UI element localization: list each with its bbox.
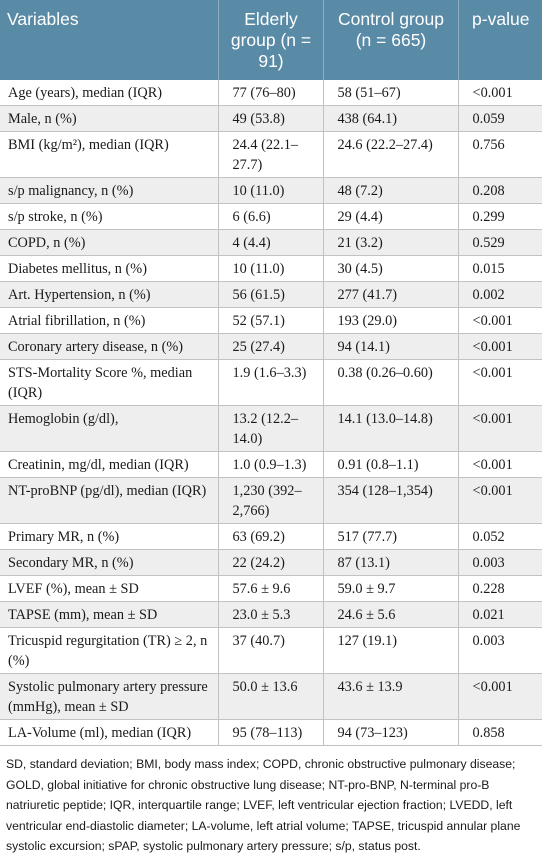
cell-control: 59.0 ± 9.7 — [323, 576, 458, 602]
table-row — [0, 256, 542, 282]
cell-control: 277 (41.7) — [323, 282, 458, 308]
cell-p-value: 0.858 — [458, 720, 542, 746]
cell-variable: LA-Volume (ml), median (IQR) — [0, 720, 218, 746]
cell-elderly: 1.9 (1.6–3.3) — [218, 360, 323, 406]
cell-control: 193 (29.0) — [323, 308, 458, 334]
cell-elderly: 6 (6.6) — [218, 204, 323, 230]
cell-p-value: 0.052 — [458, 524, 542, 550]
table-row — [0, 230, 542, 256]
table-row — [0, 308, 542, 334]
cell-control: 21 (3.2) — [323, 230, 458, 256]
cell-control: 48 (7.2) — [323, 178, 458, 204]
cell-elderly: 13.2 (12.2–14.0) — [218, 406, 323, 452]
header-control-group: Control group (n = 665) — [323, 0, 458, 80]
header-variables: Variables — [0, 0, 218, 80]
cell-elderly: 63 (69.2) — [218, 524, 323, 550]
cell-p-value: <0.001 — [458, 674, 542, 720]
cell-control: 438 (64.1) — [323, 106, 458, 132]
cell-p-value: <0.001 — [458, 308, 542, 334]
table-row — [0, 628, 542, 674]
cell-elderly: 77 (76–80) — [218, 80, 323, 106]
cell-control: 24.6 (22.2–27.4) — [323, 132, 458, 178]
table-row — [0, 106, 542, 132]
cell-elderly: 25 (27.4) — [218, 334, 323, 360]
cell-p-value: <0.001 — [458, 478, 542, 524]
cell-p-value: 0.021 — [458, 602, 542, 628]
cell-variable: Diabetes mellitus, n (%) — [0, 256, 218, 282]
table-row — [0, 602, 542, 628]
cell-elderly: 95 (78–113) — [218, 720, 323, 746]
header-elderly-group: Elderly group (n = 91) — [218, 0, 323, 80]
cell-variable: BMI (kg/m²), median (IQR) — [0, 132, 218, 178]
cell-elderly: 50.0 ± 13.6 — [218, 674, 323, 720]
table-row — [0, 524, 542, 550]
cell-p-value: 0.208 — [458, 178, 542, 204]
cell-variable: Coronary artery disease, n (%) — [0, 334, 218, 360]
cell-control: 43.6 ± 13.9 — [323, 674, 458, 720]
cell-variable: Primary MR, n (%) — [0, 524, 218, 550]
cell-control: 517 (77.7) — [323, 524, 458, 550]
table-row — [0, 720, 542, 746]
cell-control: 29 (4.4) — [323, 204, 458, 230]
cell-variable: Age (years), median (IQR) — [0, 80, 218, 106]
table-row — [0, 674, 542, 720]
cell-p-value: 0.529 — [458, 230, 542, 256]
cell-control: 94 (14.1) — [323, 334, 458, 360]
cell-p-value: <0.001 — [458, 334, 542, 360]
cell-variable: Male, n (%) — [0, 106, 218, 132]
cell-variable: Secondary MR, n (%) — [0, 550, 218, 576]
cell-elderly: 1.0 (0.9–1.3) — [218, 452, 323, 478]
header-p-value: p-value — [458, 0, 542, 80]
cell-control: 30 (4.5) — [323, 256, 458, 282]
cell-variable: STS-Mortality Score %, median (IQR) — [0, 360, 218, 406]
table-row — [0, 576, 542, 602]
cell-elderly: 57.6 ± 9.6 — [218, 576, 323, 602]
cell-elderly: 4 (4.4) — [218, 230, 323, 256]
cell-p-value: 0.003 — [458, 628, 542, 674]
table-footnote: SD, standard deviation; BMI, body mass index; COPD, chronic obstructive pulmonary disease; GOLD, global initiative for chronic obstructive lung disease; NT-pro-BNP, N-terminal pro-B natriuretic peptide; IQR, interquartile range; LVEF, left ventricular ejection fraction; LVEDD, left ventricular end-diastolic diameter; LA-volume, left atrial volume; TAPSE, tricuspid annular plane systolic excursion; sPAP, systolic pulmonary artery pressure; s/p, status post. — [6, 757, 521, 853]
cell-control: 14.1 (13.0–14.8) — [323, 406, 458, 452]
cell-p-value: <0.001 — [458, 452, 542, 478]
cell-control: 94 (73–123) — [323, 720, 458, 746]
table-row — [0, 478, 542, 524]
cell-control: 354 (128–1,354) — [323, 478, 458, 524]
table-row — [0, 178, 542, 204]
cell-elderly: 23.0 ± 5.3 — [218, 602, 323, 628]
cell-elderly: 10 (11.0) — [218, 256, 323, 282]
cell-elderly: 10 (11.0) — [218, 178, 323, 204]
cell-variable: COPD, n (%) — [0, 230, 218, 256]
cell-variable: s/p malignancy, n (%) — [0, 178, 218, 204]
cell-variable: s/p stroke, n (%) — [0, 204, 218, 230]
cell-p-value: 0.756 — [458, 132, 542, 178]
table-row — [0, 360, 542, 406]
cell-p-value: 0.002 — [458, 282, 542, 308]
cell-elderly: 37 (40.7) — [218, 628, 323, 674]
cell-control: 58 (51–67) — [323, 80, 458, 106]
cell-variable: Systolic pulmonary artery pressure (mmHg), mean ± SD — [0, 674, 218, 720]
cell-p-value: 0.015 — [458, 256, 542, 282]
cell-control: 0.91 (0.8–1.1) — [323, 452, 458, 478]
table-row — [0, 550, 542, 576]
cell-variable: Art. Hypertension, n (%) — [0, 282, 218, 308]
table-row — [0, 282, 542, 308]
cell-variable: LVEF (%), mean ± SD — [0, 576, 218, 602]
cell-elderly: 56 (61.5) — [218, 282, 323, 308]
cell-variable: TAPSE (mm), mean ± SD — [0, 602, 218, 628]
cell-variable: Creatinin, mg/dl, median (IQR) — [0, 452, 218, 478]
table-header-row — [0, 0, 542, 80]
table-row — [0, 406, 542, 452]
cell-p-value: 0.059 — [458, 106, 542, 132]
cell-variable: Hemoglobin (g/dl), — [0, 406, 218, 452]
table-row — [0, 132, 542, 178]
table-body — [0, 80, 542, 746]
cell-variable: NT-proBNP (pg/dl), median (IQR) — [0, 478, 218, 524]
cell-control: 87 (13.1) — [323, 550, 458, 576]
cell-variable: Tricuspid regurgitation (TR) ≥ 2, n (%) — [0, 628, 218, 674]
cell-p-value: <0.001 — [458, 406, 542, 452]
table-row — [0, 452, 542, 478]
cell-control: 0.38 (0.26–0.60) — [323, 360, 458, 406]
cell-elderly: 24.4 (22.1–27.7) — [218, 132, 323, 178]
cell-control: 127 (19.1) — [323, 628, 458, 674]
cell-control: 24.6 ± 5.6 — [323, 602, 458, 628]
cell-elderly: 22 (24.2) — [218, 550, 323, 576]
table-row — [0, 80, 542, 106]
cell-p-value: 0.299 — [458, 204, 542, 230]
cell-p-value: 0.003 — [458, 550, 542, 576]
cell-variable: Atrial fibrillation, n (%) — [0, 308, 218, 334]
cell-elderly: 52 (57.1) — [218, 308, 323, 334]
cell-p-value: 0.228 — [458, 576, 542, 602]
table-row — [0, 334, 542, 360]
table-row — [0, 204, 542, 230]
cell-p-value: <0.001 — [458, 360, 542, 406]
cell-elderly: 49 (53.8) — [218, 106, 323, 132]
cell-p-value: <0.001 — [458, 80, 542, 106]
cell-elderly: 1,230 (392–2,766) — [218, 478, 323, 524]
